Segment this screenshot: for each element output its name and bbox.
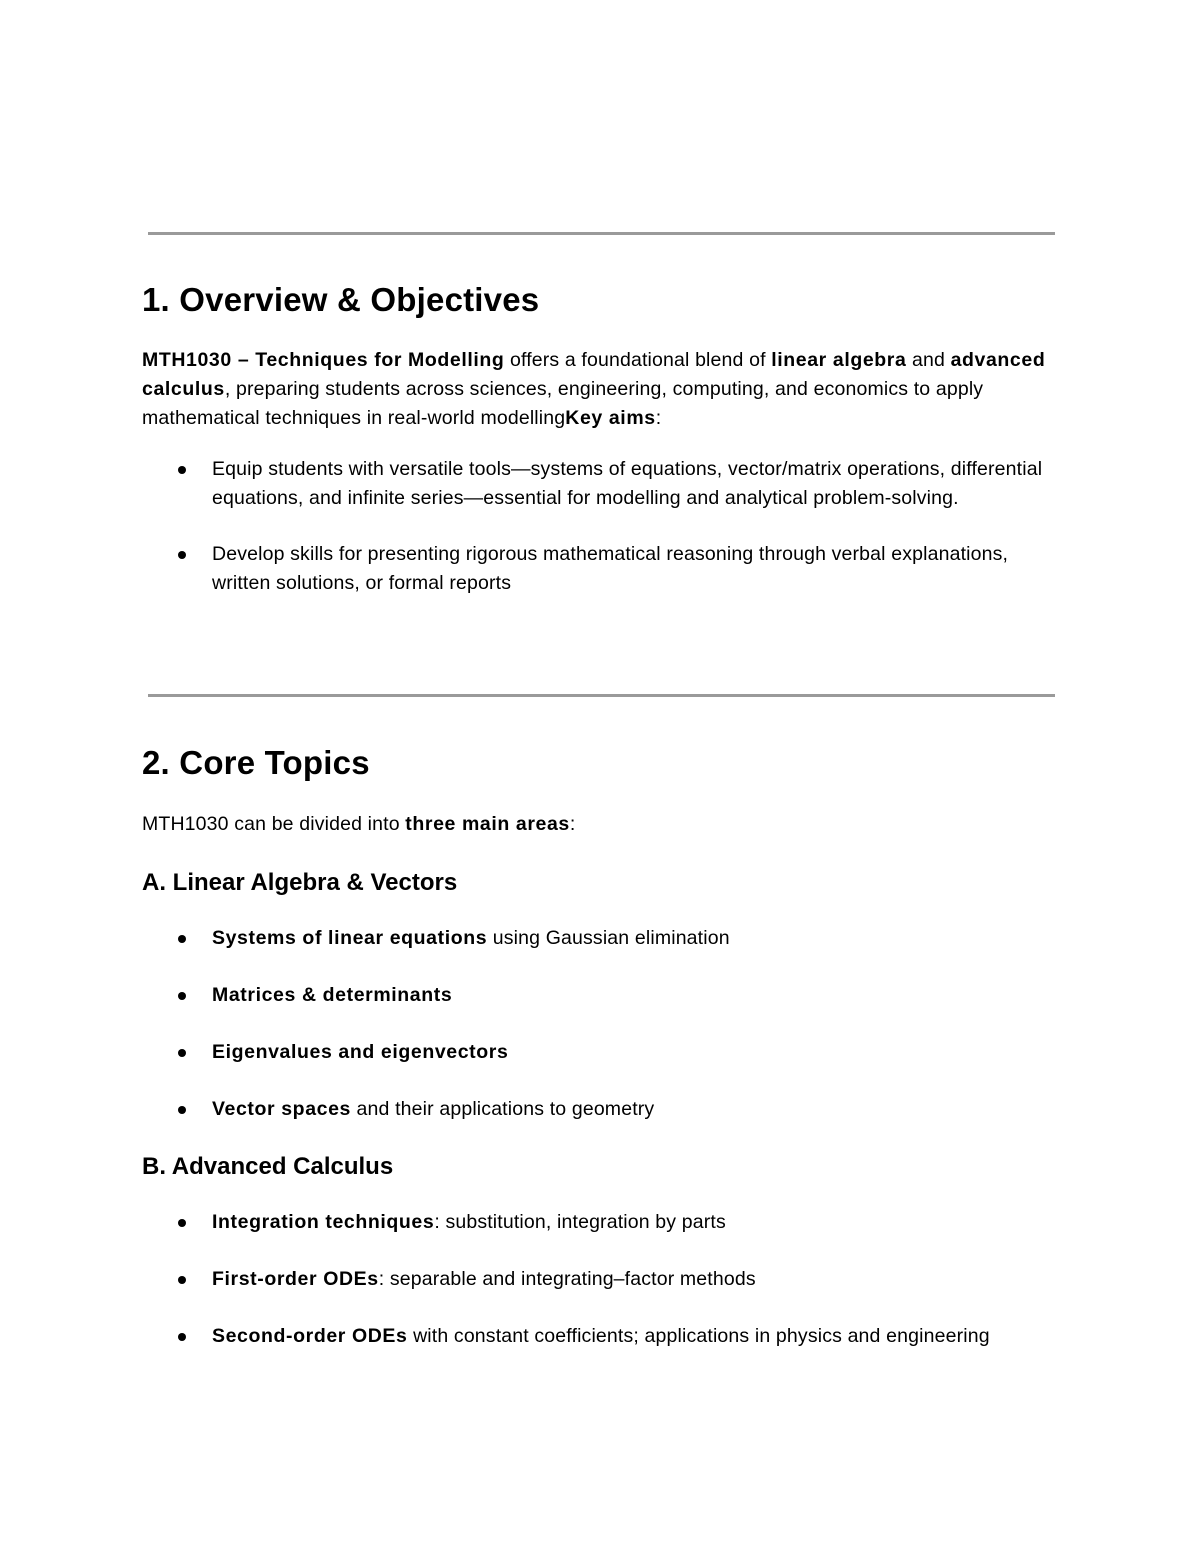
- bullet-icon: [178, 935, 186, 943]
- bullet-icon: [178, 1106, 186, 1114]
- core-topics-intro: MTH1030 can be divided into three main areas:: [142, 813, 576, 835]
- bullet-icon: [178, 1219, 186, 1227]
- list-item: Matrices & determinants: [142, 981, 1058, 1010]
- bullet-icon: [178, 1333, 186, 1341]
- list-item: First-order ODEs: separable and integrating–factor methods: [142, 1265, 1058, 1294]
- bullet-icon: [178, 1276, 186, 1284]
- aims-list: [142, 455, 1058, 598]
- bullet-icon: [178, 466, 186, 474]
- bullet-icon: [178, 1049, 186, 1057]
- overview-heading: 1. Overview & Objectives: [142, 281, 540, 318]
- linear-algebra-heading: A. Linear Algebra & Vectors: [142, 869, 458, 896]
- horizontal-rule-1: [148, 232, 1055, 235]
- bullet-icon: [178, 551, 186, 559]
- linear-algebra-list: [142, 924, 1058, 1124]
- list-item: Integration techniques: substitution, integration by parts: [142, 1208, 1058, 1237]
- list-item: Equip students with versatile tools—systems of equations, vector/matrix operations, differential equations, and infinite series—essential for modelling and analytical problem-solving.: [142, 455, 1058, 513]
- list-item: Eigenvalues and eigenvectors: [142, 1038, 1058, 1067]
- list-item: Develop skills for presenting rigorous mathematical reasoning through verbal explanations, written solutions, or formal reports: [142, 540, 1058, 598]
- bullet-icon: [178, 992, 186, 1000]
- list-item: Second-order ODEs with constant coefficients; applications in physics and engineering: [142, 1322, 1058, 1351]
- overview-intro: MTH1030 – Techniques for Modelling offers a foundational blend of linear algebra and advanced calculus, preparing students across sciences, engineering, computing, and economics to apply mathematical techniques in real-world modellingKey aims:: [142, 349, 1046, 429]
- advanced-calculus-list: [142, 1208, 1058, 1351]
- list-item: Vector spaces and their applications to geometry: [142, 1095, 1058, 1124]
- core-topics-heading: 2. Core Topics: [142, 744, 370, 781]
- horizontal-rule-2: [148, 694, 1055, 697]
- advanced-calculus-heading: B. Advanced Calculus: [142, 1153, 394, 1180]
- course-title: MTH1030 – Techniques for Modelling: [142, 349, 505, 371]
- list-item: Systems of linear equations using Gaussian elimination: [142, 924, 1058, 953]
